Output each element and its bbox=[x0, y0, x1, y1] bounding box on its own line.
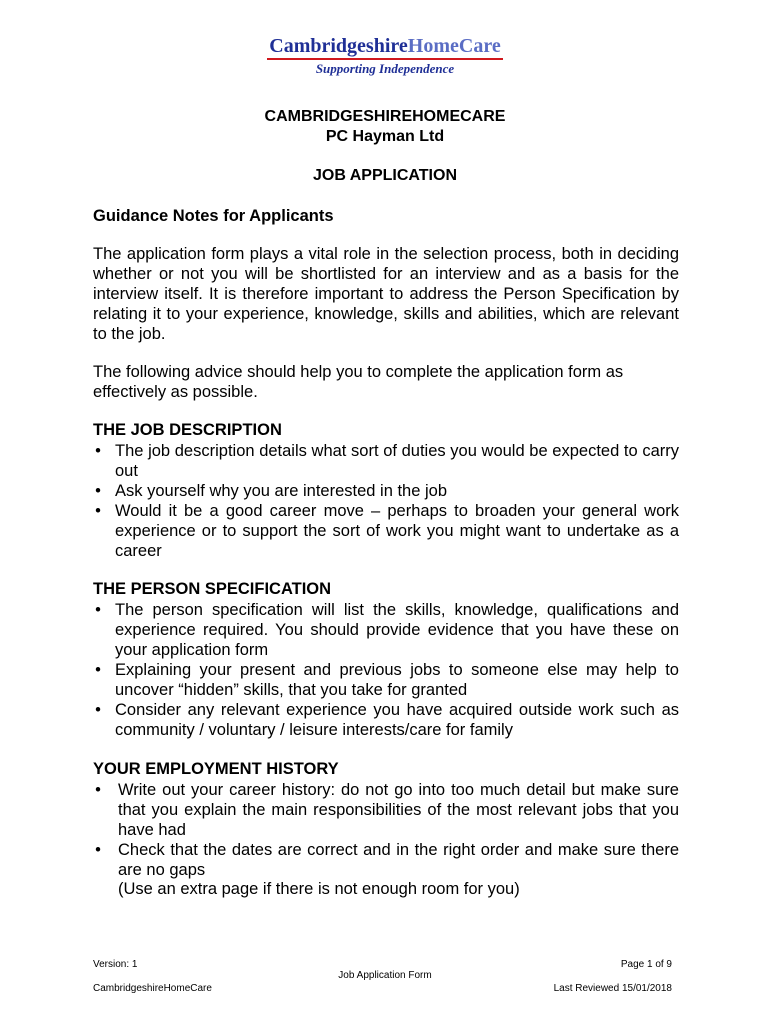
bullet-icon: • bbox=[95, 601, 101, 619]
list-item bbox=[93, 700, 679, 740]
subcompany-name: PC Hayman Ltd bbox=[325, 128, 445, 145]
employment-heading: YOUR EMPLOYMENT HISTORY bbox=[93, 760, 339, 778]
person-spec-heading: THE PERSON SPECIFICATION bbox=[93, 580, 332, 598]
guidance-paragraph-2: The following advice should help you to complete the application form as effectively as possible. bbox=[93, 363, 624, 401]
guidance-heading: Guidance Notes for Applicants bbox=[93, 207, 334, 225]
job-description-list bbox=[93, 441, 679, 561]
list-item bbox=[93, 840, 679, 880]
bullet-icon: • bbox=[95, 781, 101, 799]
bullet-icon: • bbox=[95, 701, 101, 719]
list-item bbox=[93, 441, 679, 481]
footer-last-reviewed: Last Reviewed 15/01/2018 bbox=[553, 983, 672, 994]
footer-form-name: Job Application Form bbox=[338, 970, 432, 981]
footer-organisation: CambridgeshireHomeCare bbox=[93, 983, 212, 994]
list-item-text: Would it be a good career move – perhaps to broaden your general work experience or to support the sort of work you might want to undertake as a career bbox=[115, 502, 679, 560]
employment-note: (Use an extra page if there is not enough room for you) bbox=[118, 880, 520, 898]
bullet-icon: • bbox=[95, 661, 101, 679]
bullet-icon: • bbox=[95, 502, 101, 520]
employment-list bbox=[93, 780, 679, 880]
list-item-text: Write out your career history: do not go into too much detail but make sure that you explain the main responsibilities of the most relevant jobs that you have had bbox=[118, 781, 679, 839]
list-item bbox=[93, 501, 679, 561]
job-description-heading: THE JOB DESCRIPTION bbox=[93, 421, 282, 439]
footer-page-number: Page 1 of 9 bbox=[620, 959, 672, 970]
logo-tagline: Supporting Independence bbox=[315, 61, 455, 76]
footer-version: Version: 1 bbox=[93, 959, 138, 970]
logo-name-part1: Cambridgeshire bbox=[269, 35, 408, 57]
list-item bbox=[93, 600, 679, 660]
list-item-text: The job description details what sort of duties you would be expected to carry out bbox=[115, 442, 679, 480]
list-item-text: Consider any relevant experience you have acquired outside work such as community / voluntary / leisure interests/care for family bbox=[115, 701, 679, 739]
logo-wordmark bbox=[267, 34, 502, 60]
list-item-text: Ask yourself why you are interested in the job bbox=[115, 482, 448, 500]
list-item bbox=[93, 481, 679, 501]
company-name: CAMBRIDGESHIREHOMECARE bbox=[264, 108, 506, 125]
bullet-icon: • bbox=[95, 482, 101, 500]
list-item-text: Check that the dates are correct and in the right order and make sure there are no gaps bbox=[118, 841, 679, 879]
bullet-icon: • bbox=[95, 442, 101, 460]
company-logo bbox=[0, 34, 770, 77]
list-item-text: The person specification will list the skills, knowledge, qualifications and experience required. You should provide evidence that you have these on your application form bbox=[115, 601, 679, 659]
list-item bbox=[93, 780, 679, 840]
guidance-paragraph-1: The application form plays a vital role in the selection process, both in deciding whether or not you will be shortlisted for an interview and as a basis for the interview itself. It is therefore important to address the Person Specification by relating it to your experience, knowledge, skills and abilities, which are relevant to the job. bbox=[93, 245, 679, 343]
list-item bbox=[93, 660, 679, 700]
document-title: JOB APPLICATION bbox=[312, 167, 457, 184]
person-spec-list bbox=[93, 600, 679, 740]
list-item-text: Explaining your present and previous jobs to someone else may help to uncover “hidden” skills, that you take for granted bbox=[115, 661, 679, 699]
logo-name-part2: HomeCare bbox=[407, 35, 501, 57]
bullet-icon: • bbox=[95, 841, 101, 859]
